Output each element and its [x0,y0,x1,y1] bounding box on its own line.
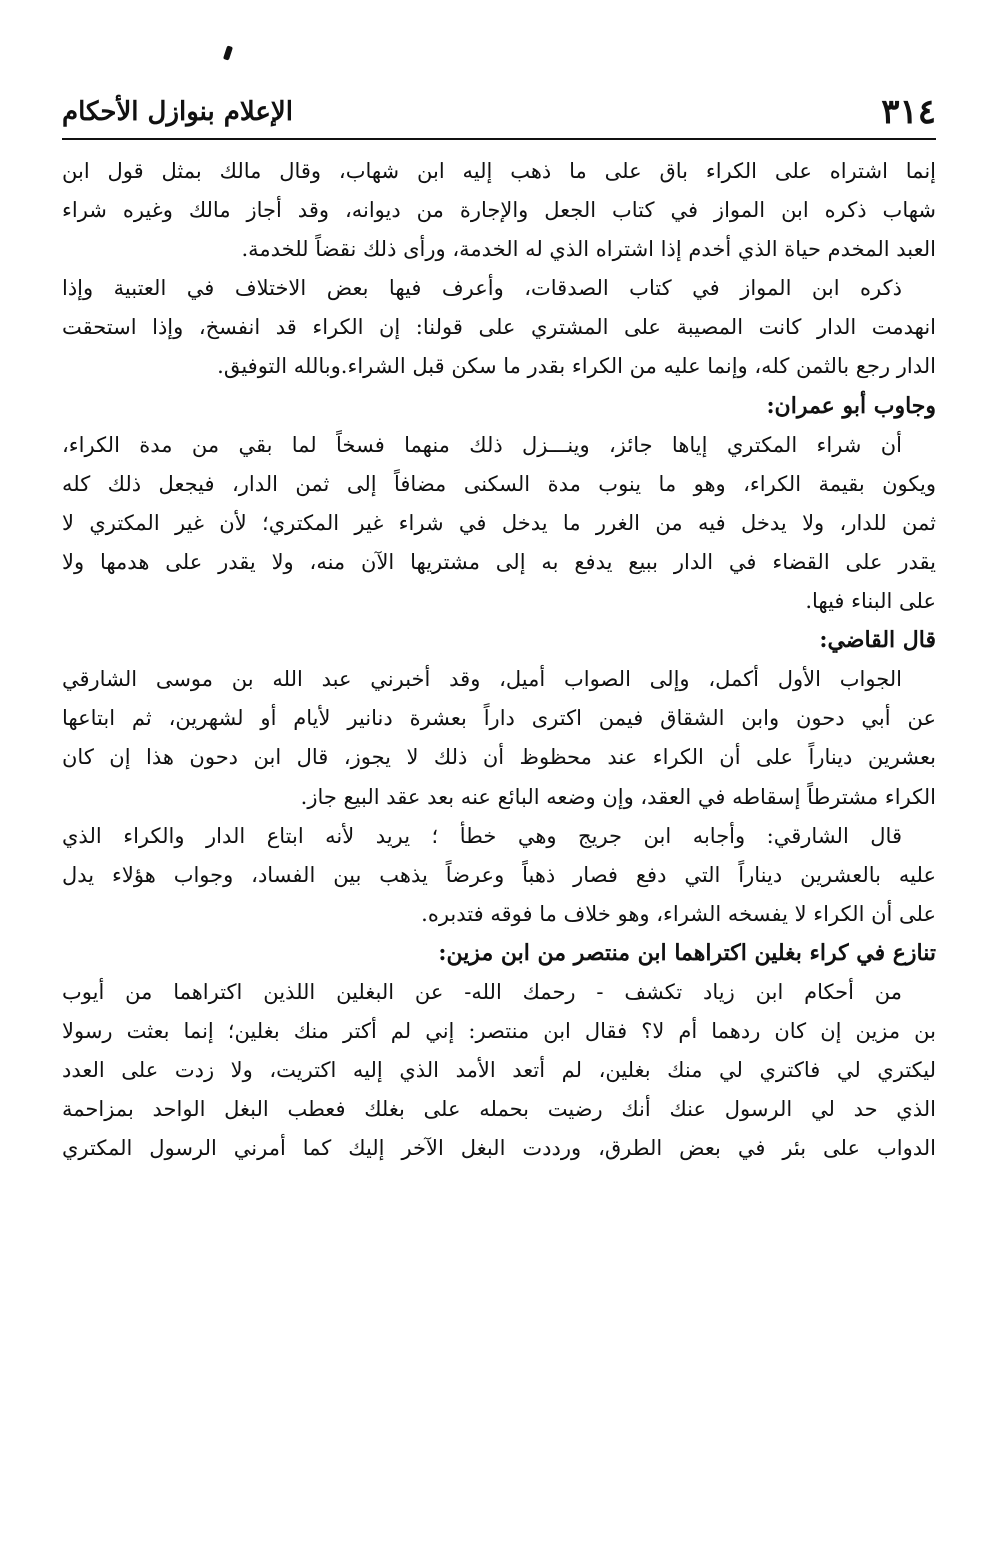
ink-mark [223,45,233,60]
section-heading: قال القاضي: [819,627,936,654]
text-line: إنما اشتراه على الكراء باق على ما ذهب إليه ابن شهاب، وقال مالك بمثل قول ابن [62,159,936,183]
text-line: الكراء مشترطاً إسقاطه في العقد، وإن وضعه البائع عنه بعد عقد البيع جاز. [300,784,936,809]
text-line: من أحكام ابن زياد تكشف - رحمك الله- عن البغلين اللذين اكتراهما من أيوب [62,979,902,1004]
body-text [62,152,936,1168]
text-line: ذكره ابن المواز في كتاب الصدقات، وأعرف فيها بعض الاختلاف في العتبية وإذا [62,276,902,301]
text-line: الدار رجع بالثمن كله، وإنما عليه من الكراء بقدر ما سكن قبل الشراء.وبالله التوفيق. [217,354,936,379]
text-line: على البناء فيها. [805,589,936,614]
page-header [62,86,936,132]
running-title: الإعلام بنوازل الأحكام [62,97,293,127]
text-line: عن أبي دحون وابن الشقاق فيمن اكترى داراً بعشرة دنانير لأيام أو لشهرين، ثم ابتاعها [62,706,936,731]
text-line: العبد المخدم حياة الذي أخدم إذا اشتراه الذي له الخدمة، ورأى ذلك نقضاً للخدمة. [241,237,936,262]
text-line: شهاب ذكره ابن المواز في كتاب الجعل والإجارة من ديوانه، وقد أجاز مالك وغيره شراء [62,198,936,223]
text-line: الجواب الأول أكمل، وإلى الصواب أميل، وقد أخبرني عبد الله بن موسى الشارقي [62,667,902,692]
text-line: بن مزين إن كان ردهما أم لا؟ فقال ابن منتصر: إني لم أكتر منك بغلين؛ إنما بعثت رسولا [62,1019,936,1044]
text-line: ثمن للدار، ولا يدخل فيه من الغرر ما يدخل في شراء غير المكتري؛ لأن غير المكتري لا [62,510,936,535]
text-line: بعشرين ديناراً على أن الكراء عند محظوظ أن ذلك لا يجوز، قال ابن دحون هذا إن كان [62,745,936,770]
section-heading: وجاوب أبو عمران: [766,392,936,419]
text-line: انهدمت الدار كانت المصيبة على المشتري على قولنا: إن الكراء قد انفسخ، وإذا استحقت [62,315,936,340]
section-heading: تنازع في كراء بغلين اكتراهما ابن منتصر من ابن مزين: [438,939,936,966]
text-line: أن شراء المكتري إياها جائز، وينـــزل ذلك منهما فسخاً لما بقي من مدة الكراء، [62,432,902,457]
text-line: قال الشارقي: وأجابه ابن جريج وهي خطأ ؛ يريد لأنه ابتاع الدار والكراء الذي [62,823,902,848]
text-line: على أن الكراء لا يفسخه الشراء، وهو خلاف ما فوقه فتدبره. [421,901,936,926]
header-rule [62,138,936,140]
text-line: الدواب على بئر في بعض الطرق، ورددت البغل الآخر إليك كما أمرني الرسول المكتري [62,1136,936,1161]
text-line: الذي حد لي الرسول عنك أنك رضيت بحمله على بغلك فعطب البغل الواحد بمزاحمة [62,1097,936,1122]
text-line: ويكون بقيمة الكراء، وهو ما ينوب مدة السكنى مضافاً إلى ثمن الدار، فيجعل ذلك كله [62,471,936,496]
text-line: ليكتري لي فاكتري لي منك بغلين، لم أتعد الأمد الذي إليه اكتريت، ولا زدت على العدد [62,1058,936,1083]
page-number: ٣١٤ [881,92,936,132]
text-line: يقدر على القضاء في الدار ببيع يدفع به إلى مشتريها الآن منه، ولا يقدر على هدمها ولا [62,549,936,574]
text-line: عليه بالعشرين ديناراً التي دفع فصار ذهباً وعرضاً يذهب بين الفساد، وجواب هؤلاء يدل [62,862,936,887]
